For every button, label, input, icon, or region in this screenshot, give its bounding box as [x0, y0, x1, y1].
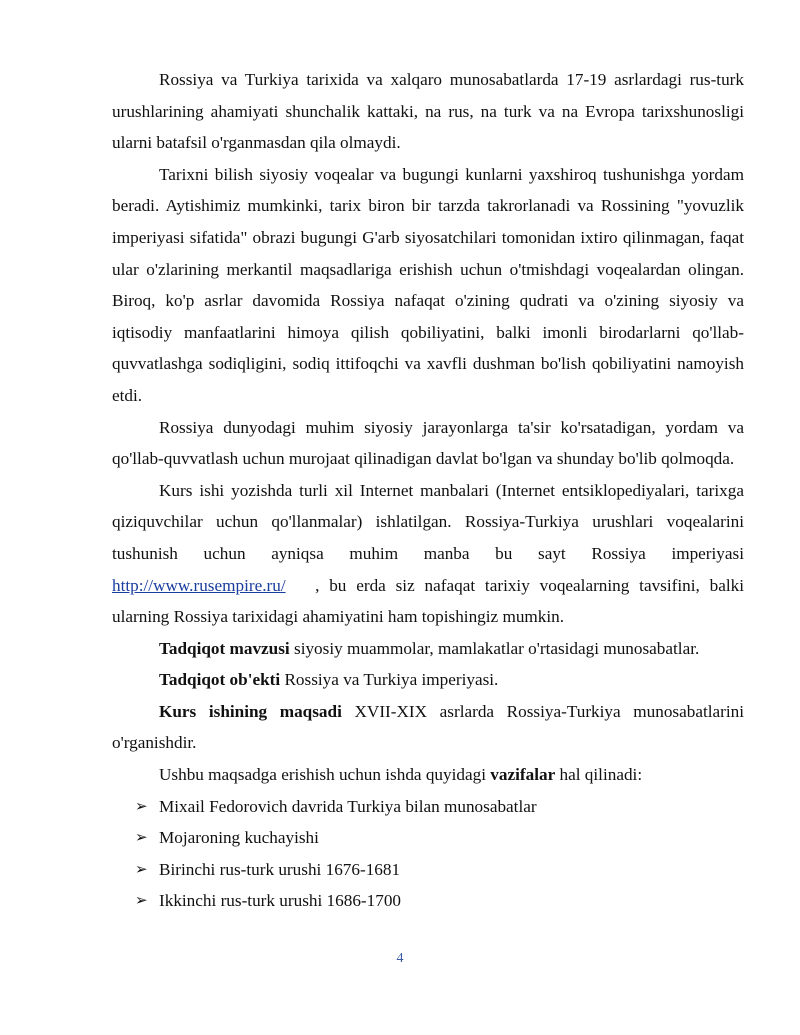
list-item [112, 791, 744, 823]
research-object-text: Rossiya va Turkiya imperiyasi. [280, 670, 499, 690]
list-item-text: Ikkinchi rus-turk urushi 1686-1700 [159, 891, 402, 911]
list-item [112, 854, 744, 886]
tasks-intro-end: hal qilinadi: [555, 765, 643, 785]
tasks-intro-text: Ushbu maqsadga erishish uchun ishda quyidagi [159, 765, 491, 785]
paragraph-research-subject [112, 633, 744, 665]
rusempire-link[interactable]: http://www.rusempire.ru/ [112, 575, 286, 595]
list-item-text: Birinchi rus-turk urushi 1676-1681 [159, 859, 401, 879]
research-subject-label: Tadqiqot mavzusi [159, 638, 290, 658]
list-item-text: Mixail Fedorovich davrida Turkiya bilan munosabatlar [159, 796, 537, 816]
arrow-bullet-icon: ➢ [135, 828, 148, 847]
arrow-bullet-icon: ➢ [135, 859, 148, 878]
arrow-bullet-icon: ➢ [135, 891, 148, 910]
page-number: 4 [396, 951, 404, 966]
course-goal-label: Kurs ishining maqsadi [159, 701, 342, 721]
tasks-keyword: vazifalar [490, 765, 556, 785]
paragraph-research-object [112, 664, 744, 696]
paragraph-history: Tarixni bilish siyosiy voqealar va bugungi kunlarni yaxshiroq tushunishga yordam beradi. Aytishimiz mumkinki, tarix biron bir tarzda takrorlanadi va Rossining "yovuzlik imperiyasi sifatida" obrazi bugungi G'arb siyosatchilari tomonidan ixtiro qilinmagan, faqat ular o'zlarining merkantil maqsadlariga erishish uchun o'tmishdagi voqealardan olingan. Biroq, ko'p asrlar davomida Rossiya nafaqat o'zining qudrati va o'zining siyosiy va iqtisodiy manfaatlarini himoya qilish qobiliyatini, balki imonli birodarlarni qo'llab-quvvatlashga sodiqligini, sodiq ittifoqchi va xavfli dushman bo'lish qobiliyatini namoyish etdi. [112, 164, 744, 405]
paragraph-intro: Rossiya va Turkiya tarixida va xalqaro munosabatlarda 17-19 asrlardagi rus-turk urushlarining ahamiyati shunchalik kattaki, na rus, na turk va na Evropa tarixshunosligi ularni batafsil o'rganmasdan qila olmaydi. [112, 70, 744, 153]
list-item [112, 885, 744, 917]
paragraph-tasks-intro [112, 759, 744, 791]
paragraph-course-goal [112, 696, 744, 759]
research-object-label: Tadqiqot ob'ekti [159, 670, 281, 690]
task-list [112, 791, 744, 917]
list-item [112, 822, 744, 854]
research-subject-text: siyosiy muammolar, mamlakatlar o'rtasidagi munosabatlar. [289, 638, 700, 658]
document-page [112, 64, 749, 917]
sources-text: Kurs ishi yozishda turli xil Internet manbalari (Internet entsiklopediyalari, tarixga qiziquvchilar uchun qo'llanmalar) ishlatilgan. Rossiya-Turkiya urushlari voqealarini tushunish uchun ayniqsa muhim manba bu sayt Rossiya imperiyasi [112, 480, 744, 563]
list-item-text: Mojaroning kuchayishi [159, 828, 319, 848]
paragraph-sources [112, 475, 749, 633]
paragraph-russia-role: Rossiya dunyodagi muhim siyosiy jarayonlarga ta'sir ko'rsatadigan, yordam va qo'llab-quvvatlash uchun murojaat qilinadigan davlat bo'lgan va shunday bo'lib qolmoqda. [112, 417, 744, 469]
arrow-bullet-icon: ➢ [135, 796, 148, 815]
course-goal-text: XVII-XIX asrlarda Rossiya-Turkiya munosabatlarini o'rganishdir. [112, 701, 744, 753]
sources-text-after: , bu erda siz nafaqat tarixiy voqealarning tavsifini, balki ularning Rossiya tarixidagi ahamiyatini ham topishingiz mumkin. [112, 575, 749, 627]
